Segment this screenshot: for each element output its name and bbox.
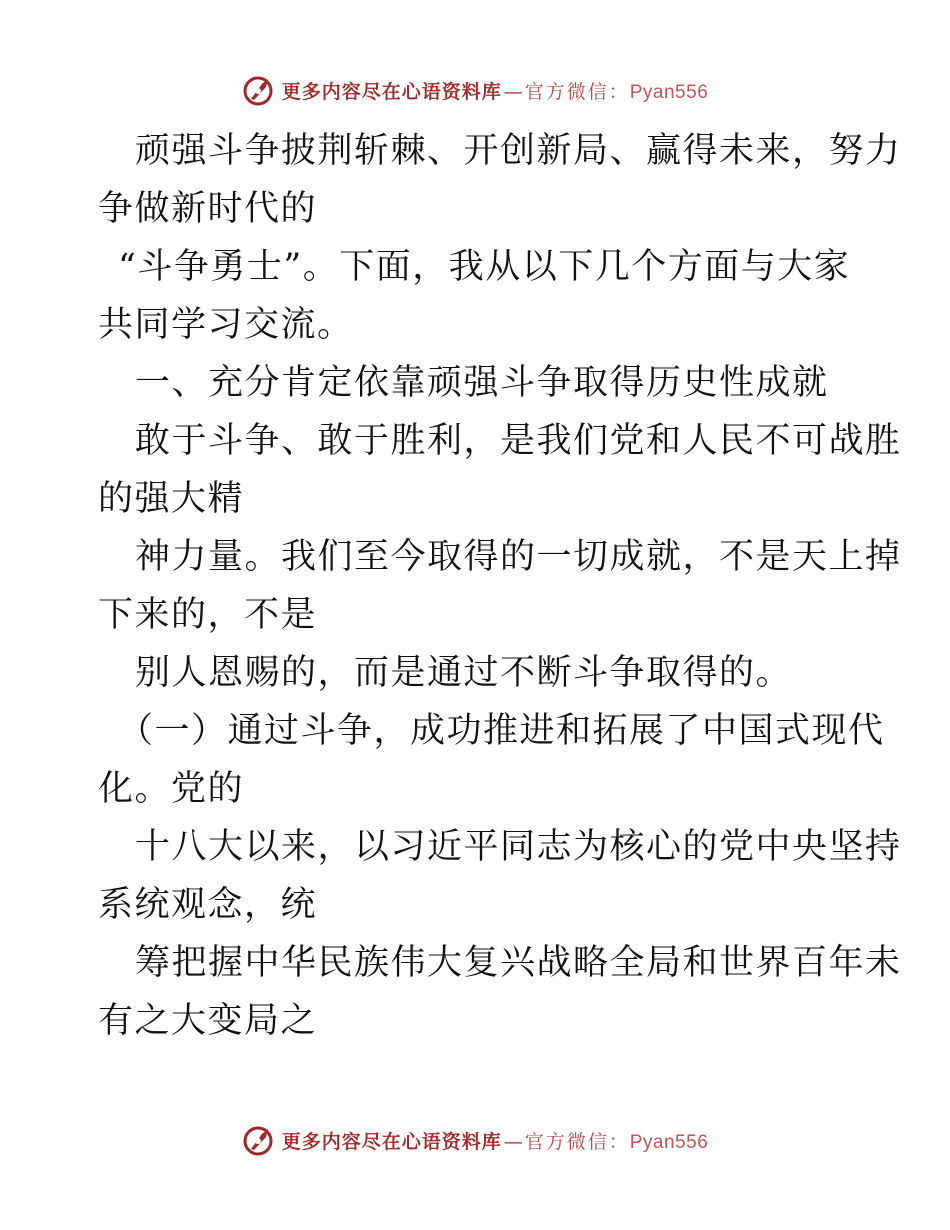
banner-sub-text: 官方微信： (524, 1130, 630, 1153)
banner-main-text: 更多内容尽在心语资料库 (281, 80, 502, 103)
banner-wechat-id: Pyan556 (629, 81, 709, 103)
banner-main-text: 更多内容尽在心语资料库 (281, 1130, 502, 1153)
text-line: 筹把握中华民族伟大复兴战略全局和世界百年未 (135, 943, 902, 983)
section-heading: 一、充分肯定依靠顽强斗争取得历史性成就 (135, 363, 829, 403)
pen-nib-circle-icon (242, 1123, 276, 1157)
banner-wechat-id: Pyan556 (629, 1131, 709, 1153)
subsection-heading: （一）通过斗争，成功推进和拓展了中国式现代 (118, 711, 885, 751)
banner-sub-text: 官方微信： (524, 80, 630, 103)
text-line: 神力量。我们至今取得的一切成就，不是天上掉 (135, 537, 902, 577)
header-banner (0, 70, 950, 110)
text-line: 顽强斗争披荆斩棘、开创新局、赢得未来，努力 (135, 131, 902, 171)
pen-nib-circle-icon (242, 73, 276, 107)
banner-separator: — (503, 80, 523, 103)
text-line: 共同学习交流。 (98, 305, 354, 345)
text-line: 十八大以来，以习近平同志为核心的党中央坚持 (135, 827, 902, 867)
text-line: “斗争勇士”。下面，我从以下几个方面与大家 (118, 247, 851, 287)
text-line: 的强大精 (98, 479, 245, 519)
text-line: 争做新时代的 (98, 189, 318, 229)
text-line: 系统观念，统 (98, 885, 318, 925)
text-line: 有之大变局之 (98, 1001, 318, 1041)
text-line: 下来的，不是 (98, 595, 318, 635)
document-body (98, 122, 902, 1050)
footer-banner (0, 1120, 950, 1160)
text-line: 化。党的 (98, 769, 245, 809)
text-line: 敢于斗争、敢于胜利，是我们党和人民不可战胜 (135, 421, 902, 461)
text-line: 别人恩赐的，而是通过不断斗争取得的。 (135, 653, 793, 693)
banner-separator: — (503, 1130, 523, 1153)
